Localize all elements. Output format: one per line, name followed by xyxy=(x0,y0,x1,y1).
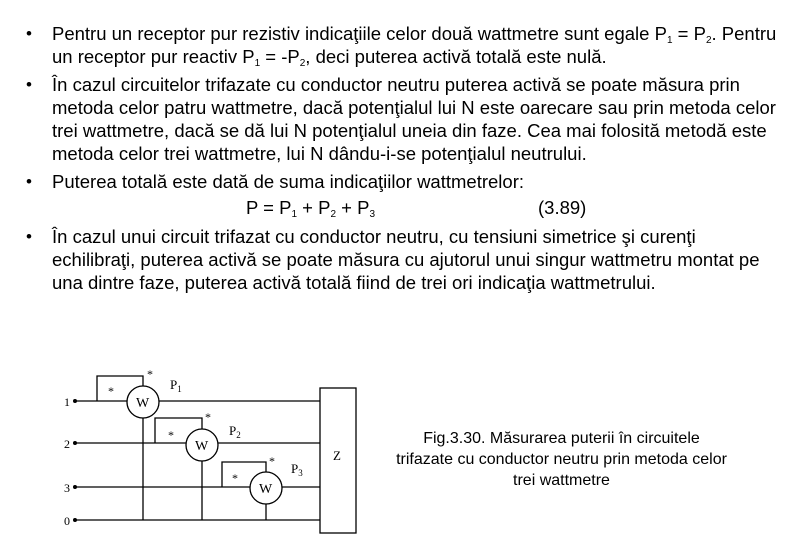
reading-p3: $P_3$ xyxy=(291,461,303,478)
w3-star-current: * xyxy=(232,471,238,485)
w2-symbol: W xyxy=(195,439,209,454)
bullet-total-power: • Puterea totală este dată de suma indicaţiilor wattmetrelor: xyxy=(22,170,780,193)
reading-p1: $P_1$ xyxy=(170,377,182,394)
equation-number: (3.89) xyxy=(538,197,587,218)
terminal-label-1: 1 xyxy=(64,395,70,409)
w1-symbol: W xyxy=(136,396,150,411)
terminal-3 xyxy=(73,485,77,489)
terminal-label-3: 3 xyxy=(64,481,70,495)
terminal-label-2: 2 xyxy=(64,437,70,451)
reading-p2: $P_2$ xyxy=(229,423,241,440)
w2-star-voltage: * xyxy=(205,410,211,424)
terminal-2 xyxy=(73,441,77,445)
bullet-single-wattmeter: • În cazul unui circuit trifazat cu conductor neutru, cu tensiuni simetrice şi curenţi echilibraţi, puterea activă se poate măsura cu ajutorul unui singur wattmetru montat pe una dintre faze, puterea activă totală fiind de trei ori indicaţia wattmetrului. xyxy=(22,225,780,294)
terminal-0 xyxy=(73,518,77,522)
figure-caption: Fig.3.30. Măsurarea puterii în circuitele trifazate cu conductor neutru prin metoda celor trei wattmetre xyxy=(396,430,727,489)
bullet-neutral-methods: • În cazul circuitelor trifazate cu conductor neutru puterea activă se poate măsura prin metoda celor patru wattmetre, dacă potenţialul lui N este oarecare sau prin metoda celor trei wattmetre, dacă se dă lui N potenţialul uneia din faze. Cea mai folosită metodă este metoda celor trei wattmetre, lui N dându-i-se potenţialul neutrului. xyxy=(22,73,780,165)
terminal-1 xyxy=(73,399,77,403)
w2-star-current: * xyxy=(168,428,174,442)
formula: $P = P_1 + P_2 + P_3$ xyxy=(246,197,375,220)
w3-symbol: W xyxy=(259,482,273,497)
bullet-resistive-reactive: • Pentru un receptor pur rezistiv indicaţiile celor două wattmetre sunt egale $P_1 = P_2$. Pentru un receptor pur reactiv $P_1 = -P_2$, deci puterea activă totală este nulă. xyxy=(22,22,780,68)
w1-star-voltage: * xyxy=(147,367,153,381)
terminal-label-0: 0 xyxy=(64,514,70,528)
w3-star-voltage: * xyxy=(269,454,275,468)
w1-star-current: * xyxy=(108,384,114,398)
load-label: Z xyxy=(333,448,341,463)
